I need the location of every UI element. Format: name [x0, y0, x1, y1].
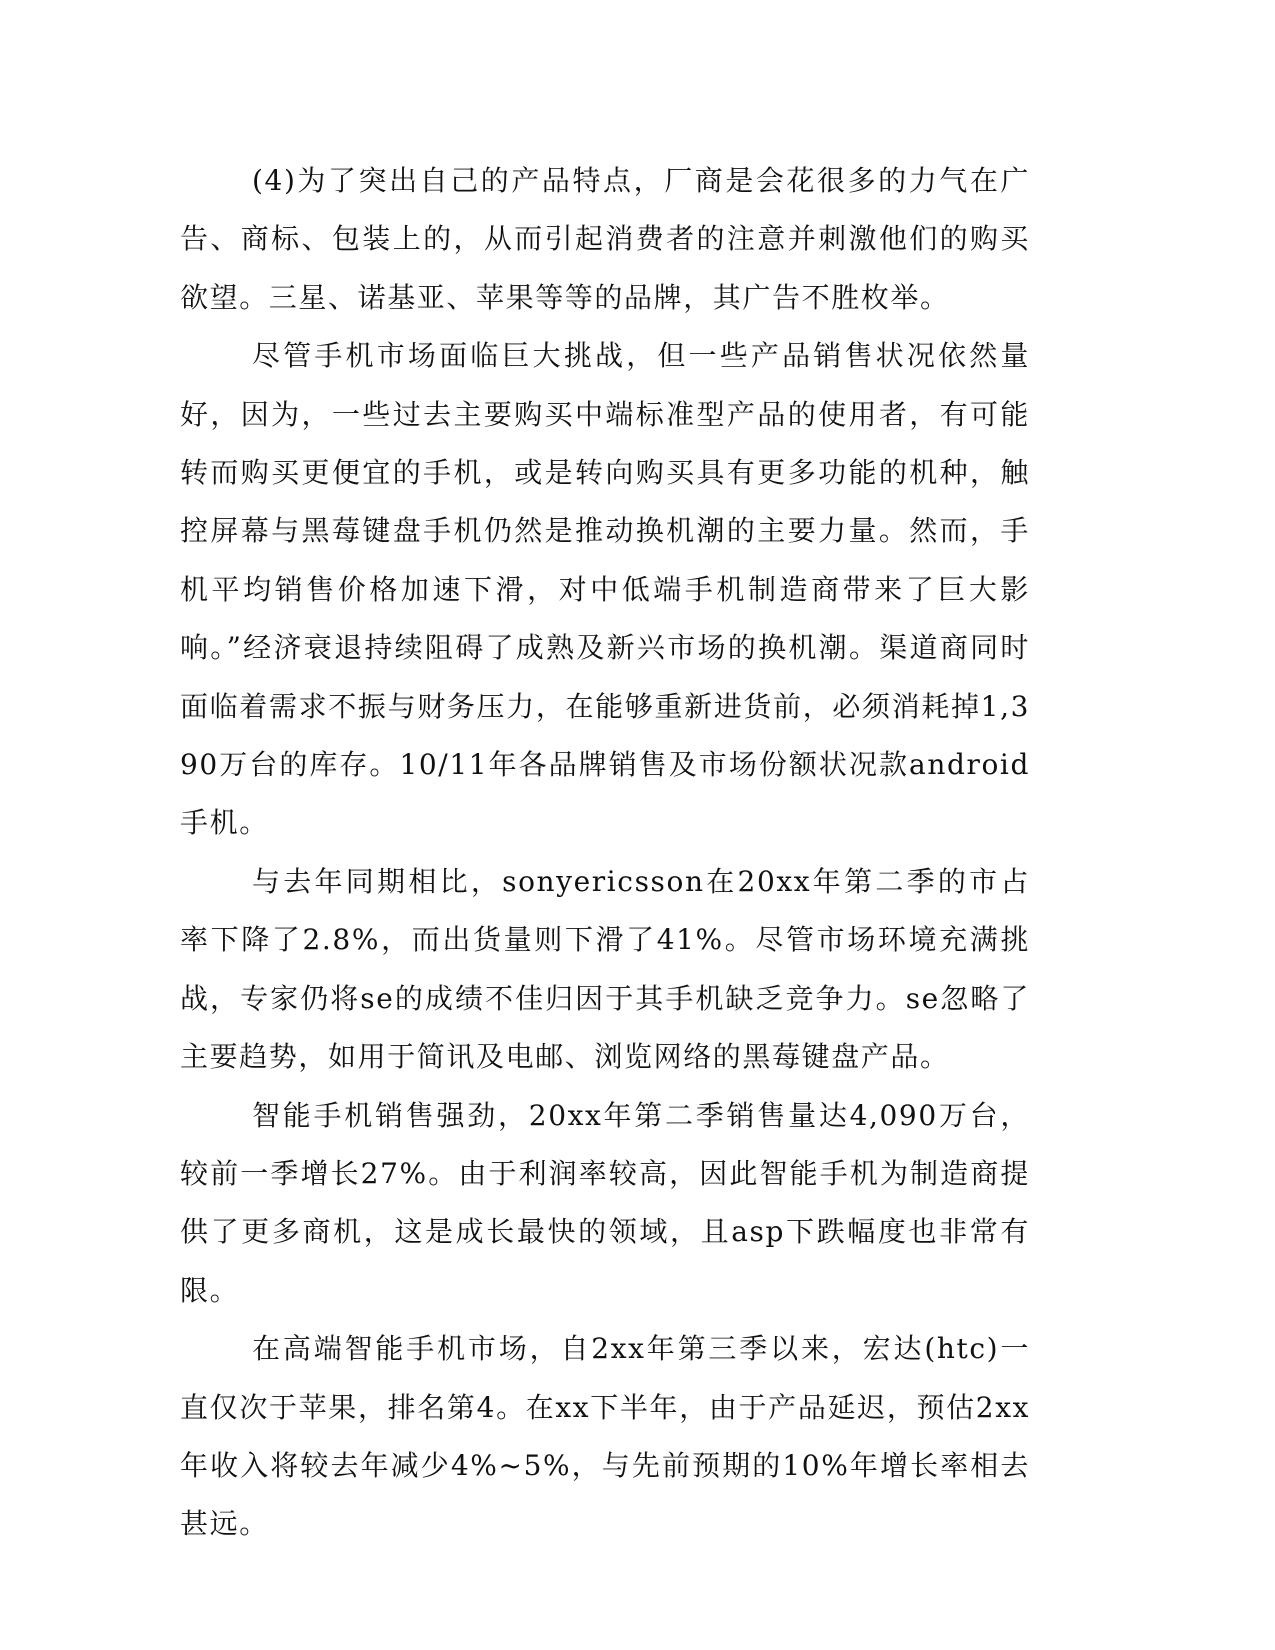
paragraph-market-challenges: 尽管手机市场面临巨大挑战，但一些产品销售状况依然量好，因为，一些过去主要购买中端标准型产品的使用者，有可能转而购买更便宜的手机，或是转向购买具有更多功能的机种，触控屏幕与黑莓键盘手机仍然是推动换机潮的主要力量。然而，手机平均销售价格加速下滑，对中低端手机制造商带来了巨大影响。”经济衰退持续阻碍了成熟及新兴市场的换机潮。渠道商同时面临着需求不振与财务压力，在能够重新进货前，必须消耗掉1,390万台的库存。10/11年各品牌销售及市场份额状况款android手机。 — [180, 339, 1030, 840]
paragraph-brand-advertising: (4)为了突出自己的产品特点，厂商是会花很多的力气在广告、商标、包装上的，从而引起消费者的注意并刺激他们的购买欲望。三星、诺基亚、苹果等等的品牌，其广告不胜枚举。 — [180, 164, 1030, 314]
document-body — [180, 152, 1030, 1554]
paragraph-smartphone-sales: 智能手机销售强劲，20xx年第二季销售量达4,090万台，较前一季增长27%。由于利润率较高，因此智能手机为制造商提供了更多商机，这是成长最快的领域，且asp下跌幅度也非常有限。 — [180, 1098, 1030, 1307]
paragraph-htc: 在高端智能手机市场，自2xx年第三季以来，宏达(htc)一直仅次于苹果，排名第4。在xx下半年，由于产品延迟，预估2xx年收入将较去年减少4%~5%，与先前预期的10%年增长率相去甚远。 — [180, 1332, 1030, 1541]
paragraph-sonyericsson: 与去年同期相比，sonyericsson在20xx年第二季的市占率下降了2.8%，而出货量则下滑了41%。尽管市场环境充满挑战，专家仍将se的成绩不佳归因于其手机缺乏竞争力。se忽略了主要趋势，如用于简讯及电邮、浏览网络的黑莓键盘产品。 — [180, 864, 1030, 1074]
